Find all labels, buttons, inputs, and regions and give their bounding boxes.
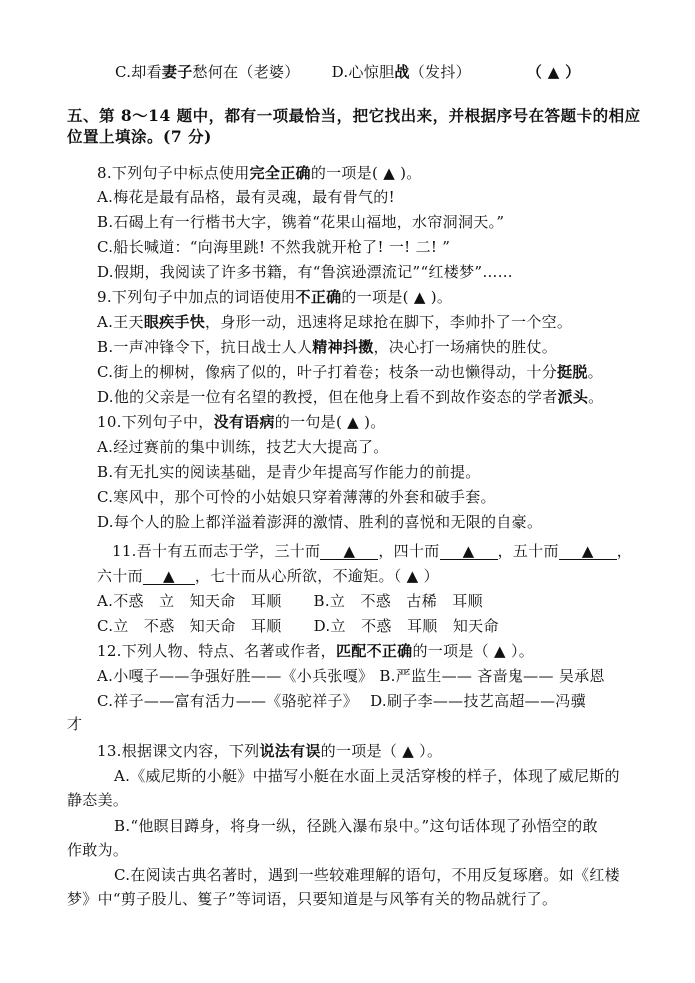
q9-a-bold: 眼疾手快 (143, 313, 206, 331)
q9-d-post: 。 (588, 388, 604, 406)
q13-option-b-cont: 作敢为。 (67, 841, 129, 859)
q9-b-post: ，决心打一场痛快的胜仗。 (373, 338, 558, 356)
q9-c-bold: 挺脱 (557, 363, 588, 381)
section-5-heading-cont: 位置上填涂。(7 分) (67, 127, 212, 146)
q7-option-d-bold: 战 (394, 63, 410, 81)
q11-stem-cont (97, 566, 439, 586)
q10-stem-pre: 10.下列句子中， (97, 413, 214, 431)
q11-text-6: ，七十而从心所欲，不逾矩。（ ▲ ） (194, 567, 439, 585)
q10-option-b: B.有无扎实的阅读基础，是青少年提高写作能力的前提。 (97, 463, 481, 481)
q9-option-d (97, 387, 603, 407)
q11-text-4: ， (616, 542, 633, 560)
q11-blank-1: ▲ (320, 543, 378, 560)
q12-stem-post: 的一项是（ ▲ ）。 (412, 642, 535, 660)
q9-c-post: 。 (587, 363, 603, 381)
q11-option-a: A.不惑 立 知天命 耳顺 (97, 592, 282, 610)
q9-stem-post: 的一项是( ▲ )。 (341, 288, 453, 306)
q9-b-pre: B.一声冲锋令下，抗日战士人人 (97, 338, 313, 356)
q10-stem-bold: 没有语病 (213, 413, 275, 431)
q11-blank-4: ▲ (143, 568, 195, 585)
q8-option-a: A.梅花是最有品格，最有灵魂，最有骨气的! (97, 188, 395, 206)
q7-option-c-bold: 妻子 (161, 63, 193, 81)
q10-stem (97, 412, 386, 432)
q12-stem-pre: 12.下列人物、特点、名著或作者， (97, 642, 336, 660)
q11-option-c: C.立 不惑 知天命 耳顺 (97, 617, 282, 635)
q12-option-c: C.祥子——富有活力——《骆驼祥子》 (97, 692, 359, 710)
q8-stem-pre: 8.下列句子中标点使用 (97, 164, 250, 182)
q10-option-c: C.寒风中，那个可怜的小姑娘只穿着薄薄的外套和破手套。 (97, 488, 496, 506)
q12-option-a: A.小嘎子——争强好胜——《小兵张嘎》 (97, 667, 374, 685)
q11-text-2: ，四十而 (378, 542, 440, 560)
q7-option-d-gloss: （发抖） (409, 63, 471, 81)
q12-option-d: D.刷子李——技艺高超——冯骥 (370, 692, 586, 710)
q13-stem-bold: 说法有误 (259, 742, 321, 760)
q13-option-a: A.《威尼斯的小艇》中描写小艇在水面上灵活穿梭的样子，体现了威尼斯的 (114, 767, 620, 785)
q9-a-pre: A.王天 (97, 313, 144, 331)
q12-option-b: B.严监生—— 吝啬鬼—— 吴承恩 (379, 667, 605, 685)
q8-option-b: B.石碣上有一行楷书大字，镌着“花果山福地，水帘洞洞天。” (97, 213, 505, 231)
q7-option-d-text: D.心惊胆 (331, 63, 395, 81)
q10-stem-post: 的一句是( ▲ )。 (274, 413, 386, 431)
q10-option-a: A.经过赛前的集中训练，技艺大大提高了。 (97, 438, 389, 456)
q9-d-pre: D.他的父亲是一位有名望的教授，但在他身上看不到故作姿态的学者 (97, 388, 558, 406)
q7-option-c-text: C.却看 (115, 63, 162, 81)
q7-answer-slot: （ ▲ ） (526, 63, 581, 81)
q11-options-cd (97, 616, 499, 636)
q9-d-bold: 派头 (557, 388, 589, 406)
q13-option-c-cont: 梦》中“剪子股儿、篗子”等词语，只要知道是与风筝有关的物品就行了。 (67, 890, 558, 908)
q8-stem-bold: 完全正确 (249, 164, 311, 182)
q9-a-post: ，身形一动，迅速将足球抢在脚下，李帅扑了一个空。 (205, 313, 573, 331)
q9-option-b (97, 337, 557, 357)
q12-stem-bold: 匹配不正确 (335, 642, 413, 660)
q12-option-d-cont: 才 (67, 715, 83, 733)
q12-options-cd (97, 691, 586, 711)
q8-stem (97, 163, 422, 183)
q11-option-d: D.立 不惑 耳顺 知天命 (313, 617, 499, 635)
q9-c-pre: C.街上的柳树，像病了似的，叶子打着卷；枝条一动也懒得动，十分 (97, 363, 558, 381)
q10-option-d: D.每个人的脸上都洋溢着澎湃的激情、胜利的喜悦和无限的自豪。 (97, 513, 543, 531)
q11-blank-2: ▲ (440, 543, 498, 560)
q12-options-ab (97, 666, 605, 686)
q7-options-cd (115, 62, 580, 82)
q11-blank-3: ▲ (559, 543, 617, 560)
q8-option-c: C.船长喊道：“向海里跳! 不然我就开枪了! 一! 二! ” (97, 238, 451, 256)
q11-stem (112, 541, 632, 561)
q11-text-5: 六十而 (97, 567, 143, 585)
q13-stem (97, 741, 442, 761)
q13-stem-post: 的一项是（ ▲ ）。 (320, 742, 443, 760)
section-5-heading: 五、第 8～14 题中，都有一项最恰当，把它找出来，并根据序号在答题卡的相应 (67, 106, 641, 125)
q11-text-3: ，五十而 (497, 542, 559, 560)
q9-b-bold: 精神抖擞 (312, 338, 374, 356)
q9-stem-pre: 9.下列句子中加点的词语使用 (97, 288, 296, 306)
q9-option-a (97, 312, 572, 332)
q13-option-a-cont: 静态美。 (67, 791, 129, 809)
q11-option-b: B.立 不惑 古稀 耳顺 (313, 592, 483, 610)
q8-stem-post: 的一项是( ▲ )。 (310, 164, 422, 182)
q13-option-b: B.“他瞑目蹲身，将身一纵，径跳入瀑布泉中。”这句话体现了孙悟空的敢 (114, 817, 598, 835)
q9-stem (97, 287, 452, 307)
q13-option-c: C.在阅读古典名著时，遇到一些较难理解的语句，不用反复琢磨。如《红楼 (114, 866, 620, 884)
q8-option-d: D.假期，我阅读了许多书籍，有“鲁滨逊漂流记”“红楼梦”…… (97, 263, 513, 281)
q11-options-ab (97, 591, 483, 611)
q11-text-1: 11.吾十有五而志于学，三十而 (112, 542, 321, 560)
q9-option-c (97, 362, 603, 382)
q7-option-c-gloss: 愁何在（老婆） (192, 63, 300, 81)
q9-stem-bold: 不正确 (295, 288, 342, 306)
q13-stem-pre: 13.根据课文内容，下列 (97, 742, 260, 760)
q12-stem (97, 641, 534, 661)
